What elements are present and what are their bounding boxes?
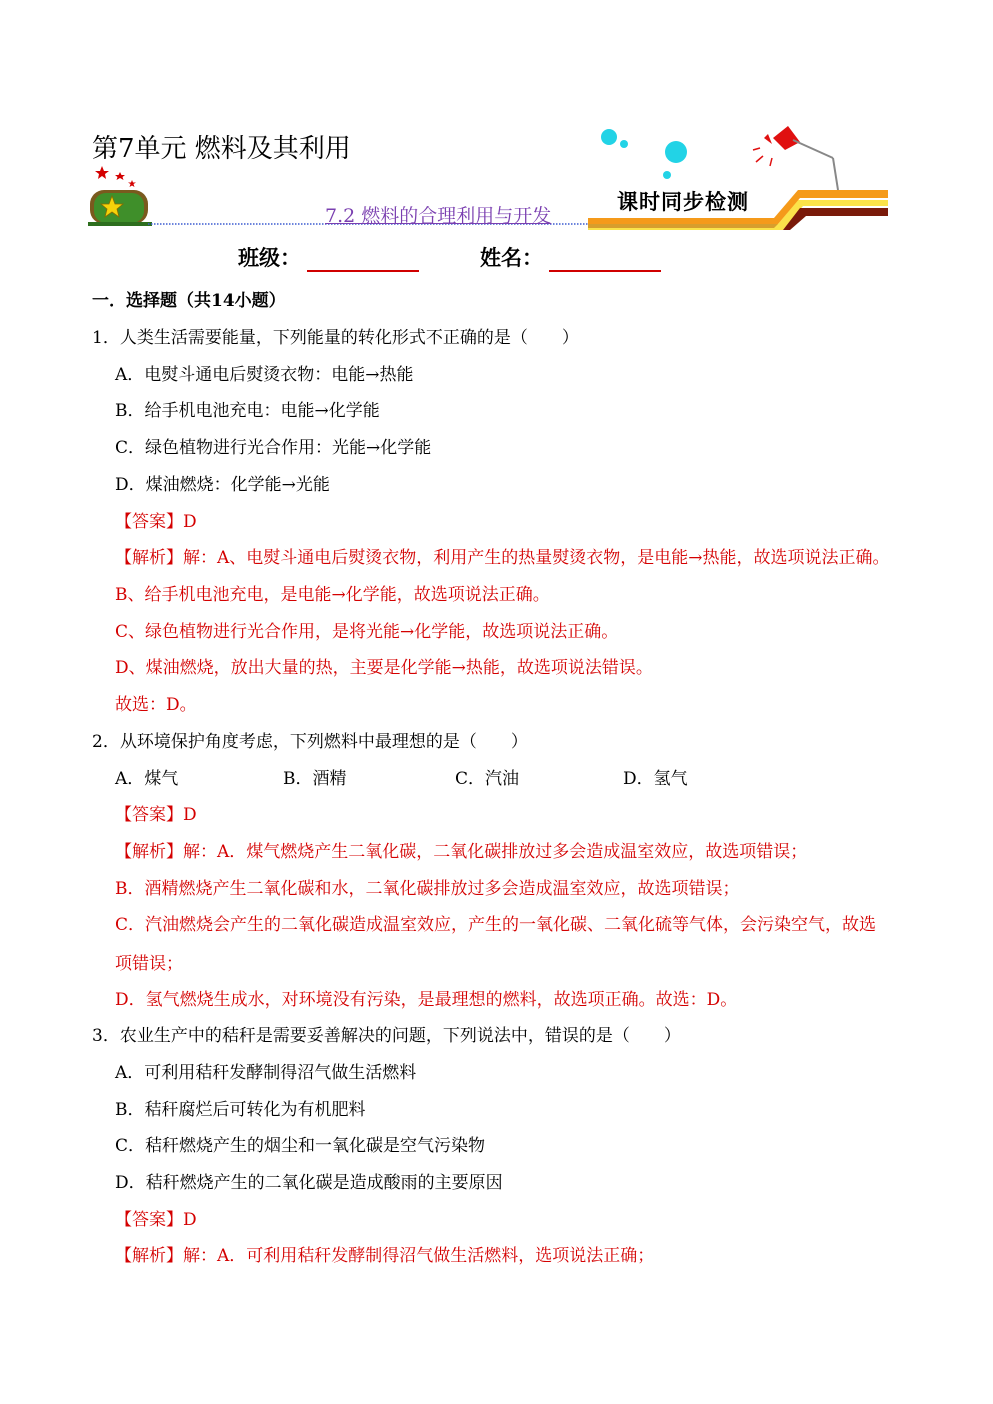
option-d: D．氢气	[623, 769, 688, 789]
analysis-line: C、绿色植物进行光合作用，是将光能→化学能，故选项说法正确。	[115, 622, 619, 642]
name-label: 姓名：	[480, 245, 543, 270]
analysis-line: 【解析】解：A、电熨斗通电后熨烫衣物，利用产生的热量熨烫衣物，是电能→热能，故选项说法正确。	[115, 548, 890, 568]
unit-title: 第7单元 燃料及其利用	[92, 134, 351, 164]
star-icon	[95, 166, 109, 179]
name-field	[480, 242, 661, 272]
bubble-icon	[601, 129, 617, 145]
option-b: B．秸秆腐烂后可转化为有机肥料	[115, 1100, 366, 1120]
option-b: B．给手机电池充电：电能→化学能	[115, 401, 380, 421]
analysis-line: 故选：D。	[115, 695, 197, 715]
class-label: 班级：	[238, 245, 301, 270]
option-a: A．可利用秸秆发酵制得沼气做生活燃料	[115, 1063, 417, 1083]
desk-lamp-icon	[753, 126, 838, 190]
name-blank[interactable]	[549, 246, 661, 272]
analysis-line: D、煤油燃烧，放出大量的热，主要是化学能→热能，故选项说法错误。	[115, 658, 653, 678]
option-d: D．煤油燃烧：化学能→光能	[115, 475, 330, 495]
lesson-title: 7.2 燃料的合理利用与开发	[325, 205, 552, 227]
lesson-badge: 课时同步检测	[617, 189, 749, 214]
class-field	[238, 242, 419, 272]
option-d: D．秸秆燃烧产生的二氧化碳是造成酸雨的主要原因	[115, 1173, 503, 1193]
blackboard-icon	[88, 190, 152, 226]
option-c: C．秸秆燃烧产生的烟尘和一氧化碳是空气污染物	[115, 1136, 486, 1156]
question-stem: 3．农业生产中的秸秆是需要妥善解决的问题，下列说法中，错误的是（ ）	[92, 1026, 681, 1046]
option-a: A．煤气	[115, 769, 179, 789]
question-stem: 2．从环境保护角度考虑，下列燃料中最理想的是（ ）	[92, 732, 528, 752]
section-heading: 一．选择题（共14小题）	[92, 291, 286, 311]
analysis-line: B．酒精燃烧产生二氧化碳和水，二氧化碳排放过多会造成温室效应，故选项错误；	[115, 879, 740, 899]
question-stem: 1．人类生活需要能量，下列能量的转化形式不正确的是（ ）	[92, 328, 579, 348]
answer: 【答案】D	[115, 805, 197, 825]
answer: 【答案】D	[115, 1210, 197, 1230]
option-c: C．汽油	[455, 769, 520, 789]
analysis-line: B、给手机电池充电，是电能→化学能，故选项说法正确。	[115, 585, 550, 605]
class-blank[interactable]	[307, 246, 419, 272]
option-a: A．电熨斗通电后熨烫衣物：电能→热能	[115, 365, 414, 385]
option-b: B．酒精	[283, 769, 347, 789]
option-c: C．绿色植物进行光合作用：光能→化学能	[115, 438, 432, 458]
answer: 【答案】D	[115, 512, 197, 532]
star-icon	[128, 180, 136, 187]
analysis-line: 【解析】解：A．可利用秸秆发酵制得沼气做生活燃料，选项说法正确；	[115, 1246, 655, 1266]
analysis-line: D．氢气燃烧生成水，对环境没有污染，是最理想的燃料，故选项正确。故选：D。	[115, 990, 738, 1010]
analysis-line: 项错误；	[115, 954, 183, 974]
analysis-line: C．汽油燃烧会产生的二氧化碳造成温室效应，产生的一氧化碳、二氧化硫等气体，会污染空气，故选	[115, 915, 877, 935]
analysis-line: 【解析】解：A．煤气燃烧产生二氧化碳，二氧化碳排放过多会造成温室效应，故选项错误；	[115, 842, 808, 862]
star-icon	[115, 172, 125, 180]
